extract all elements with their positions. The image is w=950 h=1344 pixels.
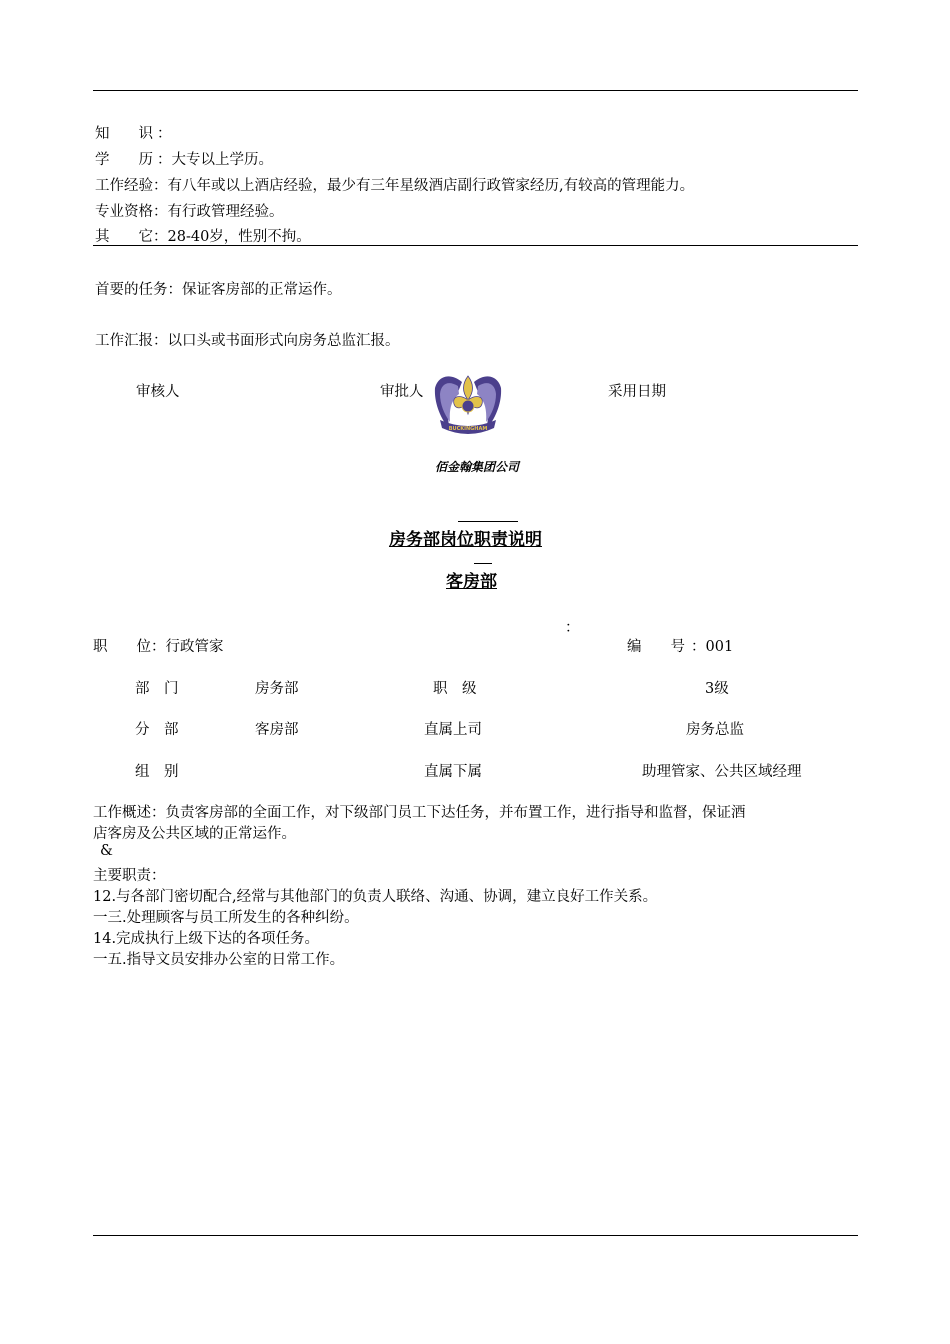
- other-label: 其 它：: [95, 229, 168, 245]
- grid-key-department: 部 门: [135, 681, 179, 697]
- company-name: 佰金翰集团公司: [435, 460, 520, 474]
- ampersand-mark: &: [100, 843, 113, 859]
- company-logo: [432, 370, 504, 440]
- experience-value: 有八年或以上酒店经验，最少有三年星级酒店副行政管家经历,有较高的管理能力。: [167, 178, 695, 194]
- code-sep: ：: [691, 639, 706, 655]
- duty-item: 14.完成执行上级下达的各项任务。: [93, 931, 320, 947]
- approver-label: 审批人: [380, 384, 424, 400]
- overview-line-1: 工作概述：负责客房部的全面工作，对下级部门员工下达任务，并布置工作，进行指导和监督，保证酒: [93, 805, 746, 821]
- title-overline: [458, 521, 518, 522]
- adoption-date-label: 采用日期: [608, 384, 666, 400]
- knowledge-row: [95, 122, 172, 143]
- primary-task: 首要的任务：保证客房部的正常运作。: [95, 282, 342, 298]
- reviewer-label: 审核人: [136, 384, 180, 400]
- knowledge-label: 知 识: [95, 126, 153, 142]
- position-label: 职 位：: [93, 639, 166, 655]
- logo-emblem: [462, 400, 474, 412]
- footer-rule: [93, 1235, 858, 1236]
- professional-row: [95, 200, 284, 221]
- grid-key-supervisor: 直属上司: [424, 722, 482, 738]
- duties-title: 主要职责：: [93, 868, 166, 884]
- grid-key-subordinates: 直属下属: [424, 764, 482, 780]
- experience-label: 工作经验：: [95, 178, 168, 194]
- grid-value-supervisor: 房务总监: [686, 722, 744, 738]
- knowledge-sep: ：: [157, 126, 172, 142]
- subtitle-overline: [474, 563, 492, 564]
- education-value: 大专以上学历。: [171, 152, 273, 168]
- logo-text: BUCKINGHAM: [448, 426, 488, 432]
- grid-key-group: 组 别: [135, 764, 179, 780]
- position-row: [93, 635, 224, 656]
- grid-value-level: 3级: [705, 681, 729, 697]
- colon-mark: ：: [565, 620, 580, 636]
- other-row: [95, 225, 311, 246]
- duty-item: 一五.指导文员安排办公室的日常工作。: [93, 952, 345, 968]
- reporting-line: 工作汇报：以口头或书面形式向房务总监汇报。: [95, 333, 400, 349]
- education-label: 学 历: [95, 152, 153, 168]
- overview-line-2: 店客房及公共区域的正常运作。: [93, 826, 296, 842]
- grid-key-level: 职 级: [433, 681, 477, 697]
- grid-key-division: 分 部: [135, 722, 179, 738]
- code-value: 001: [705, 639, 734, 655]
- grid-value-subordinates: 助理管家、公共区域经理: [642, 764, 802, 780]
- qualifications-rule: [93, 245, 858, 246]
- education-sep: ：: [157, 152, 172, 168]
- professional-value: 有行政管理经验。: [167, 204, 284, 220]
- professional-label: 专业资格：: [95, 204, 168, 220]
- header-rule: [93, 90, 858, 91]
- other-value: 28-40岁，性别不拘。: [167, 229, 311, 245]
- grid-value-division: 客房部: [255, 722, 299, 738]
- experience-row: [95, 174, 694, 195]
- code-label: 编 号: [627, 639, 685, 655]
- duty-item: 一三.处理顾客与员工所发生的各种纠纷。: [93, 910, 359, 926]
- duty-item: 12.与各部门密切配合,经常与其他部门的负责人联络、沟通、协调，建立良好工作关系。: [93, 889, 658, 905]
- position-value: 行政管家: [165, 639, 224, 655]
- grid-value-department: 房务部: [255, 681, 299, 697]
- document-subtitle: 客房部: [446, 572, 497, 592]
- code-row: [627, 635, 733, 656]
- education-row: [95, 148, 273, 169]
- document-title: 房务部岗位职责说明: [389, 530, 542, 550]
